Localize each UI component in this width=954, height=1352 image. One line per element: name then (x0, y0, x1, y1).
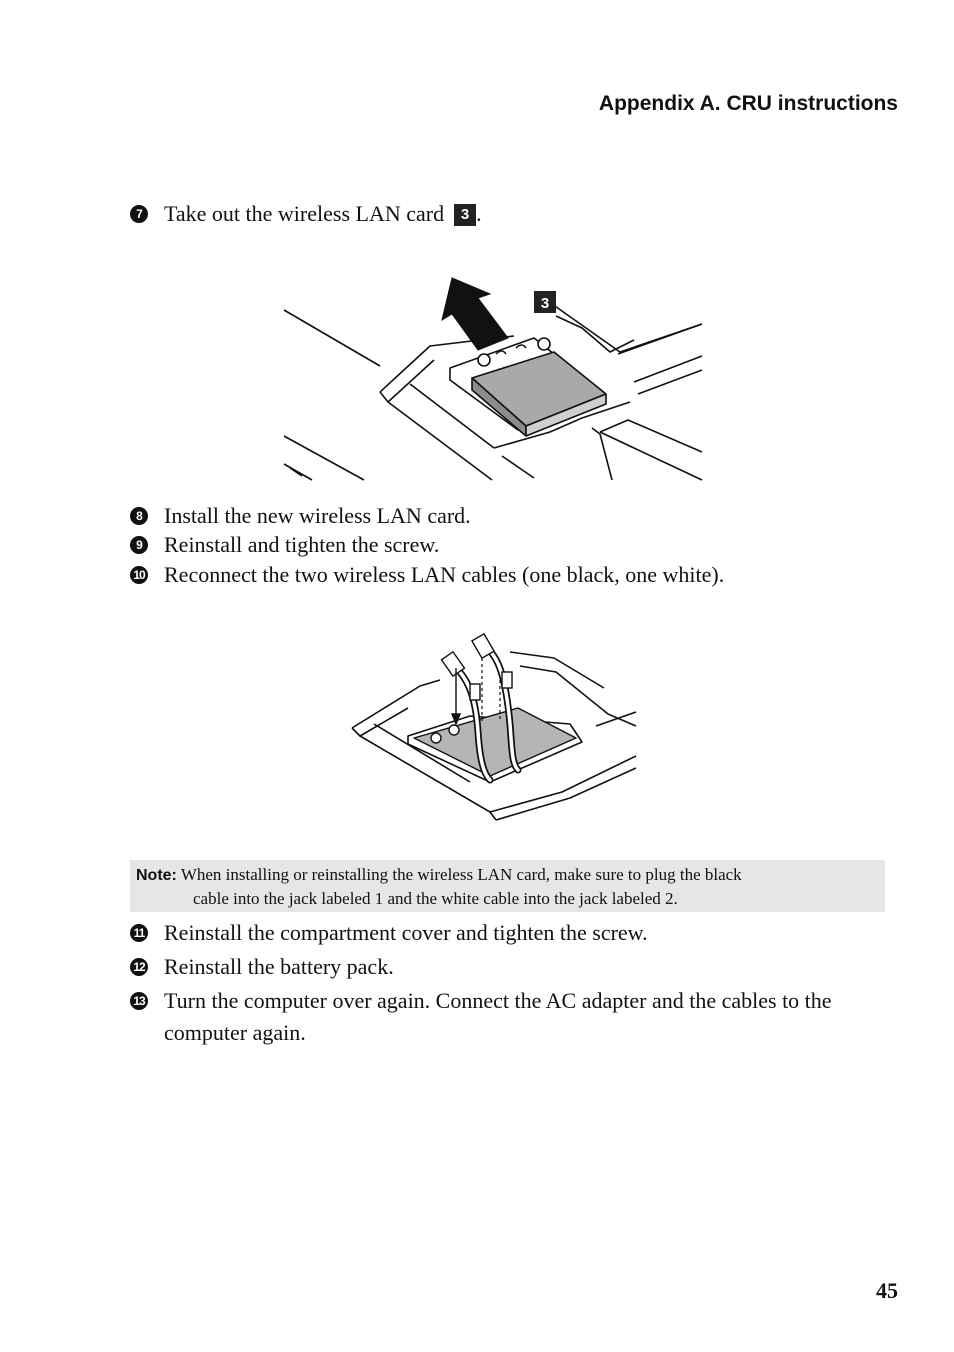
step-number-badge: 13 (130, 992, 148, 1010)
step-7 (130, 198, 482, 230)
callout-3-badge: 3 (454, 204, 476, 226)
step-13 (130, 985, 900, 1049)
step-11 (130, 917, 648, 949)
step-7-suffix: . (476, 201, 482, 226)
step-8 (130, 500, 471, 532)
remove-wlan-card-illustration (282, 268, 704, 482)
step-text (164, 198, 482, 230)
page-number: 45 (876, 1278, 898, 1303)
step-text: Reinstall and tighten the screw. (164, 532, 440, 557)
step-9 (130, 529, 439, 561)
step-10 (130, 559, 724, 591)
step-text: Install the new wireless LAN card. (164, 503, 471, 528)
step-number-badge: 10 (130, 566, 148, 584)
note-box (130, 860, 885, 912)
note-text-line-2: cable into the jack labeled 1 and the white cable into the jack labeled 2. (193, 889, 678, 908)
note-label: Note: (136, 867, 177, 884)
step-number-badge: 12 (130, 958, 148, 976)
figure-callout-3: 3 (540, 295, 550, 312)
reconnect-cables-illustration (350, 632, 640, 824)
step-text: Turn the computer over again. Connect the AC adapter and the cables to the computer again. (164, 988, 832, 1045)
step-number-badge: 11 (130, 924, 148, 942)
step-number-badge: 9 (130, 536, 148, 554)
step-text: Reconnect the two wireless LAN cables (one black, one white). (164, 562, 725, 587)
step-number-badge: 7 (130, 205, 148, 223)
step-text: Reinstall the battery pack. (164, 954, 394, 979)
step-12 (130, 951, 394, 983)
step-7-text: Take out the wireless LAN card (164, 201, 445, 226)
step-text: Reinstall the compartment cover and tighten the screw. (164, 920, 648, 945)
page-header-title: Appendix A. CRU instructions (598, 92, 898, 115)
note-text-line-1: When installing or reinstalling the wireless LAN card, make sure to plug the black (180, 865, 742, 884)
step-number-badge: 8 (130, 507, 148, 525)
